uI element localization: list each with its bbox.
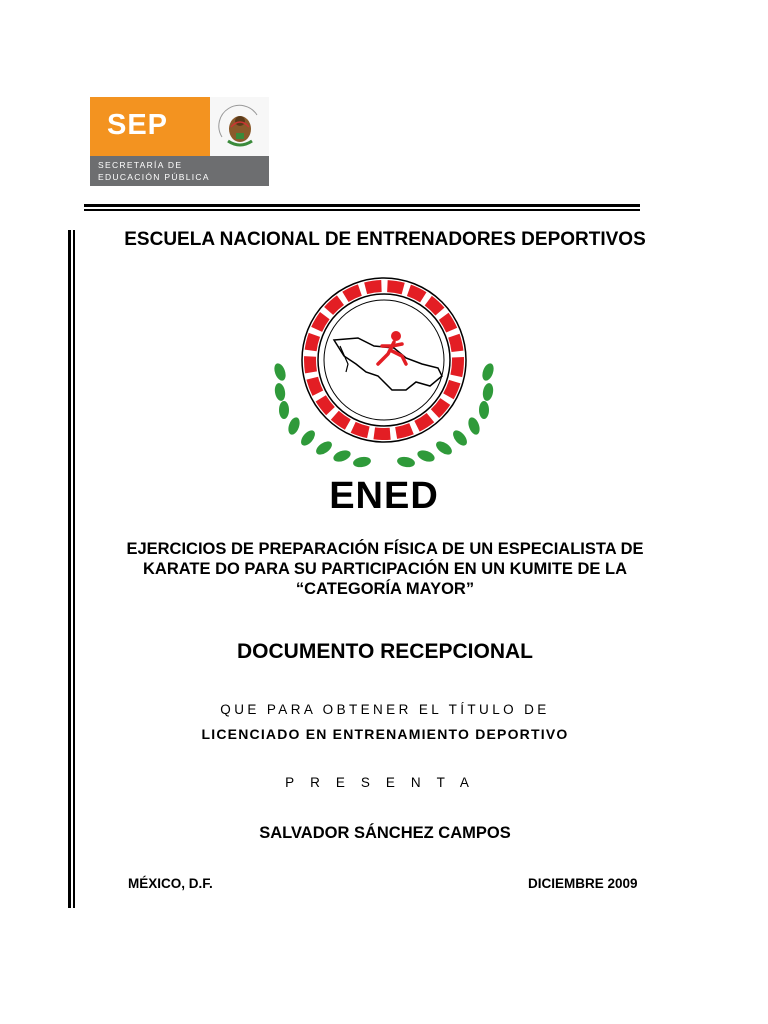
author-name: SALVADOR SÁNCHEZ CAMPOS	[259, 824, 511, 842]
thesis-title-line2: KARATE DO PARA SU PARTICIPACIÓN EN UN KUMITE DE LA	[142, 560, 627, 578]
left-margin-rule-thin	[73, 230, 75, 908]
degree-intro: QUE PARA OBTENER EL TÍTULO DE	[220, 702, 550, 717]
sep-logo-orange-panel	[90, 97, 210, 156]
sep-logo-subtitle-line2: EDUCACIÓN PÚBLICA	[98, 172, 210, 182]
header-rule-thin	[84, 209, 640, 211]
degree-name: LICENCIADO EN ENTRENAMIENTO DEPORTIVO	[201, 726, 569, 742]
sep-logo-grey-panel	[90, 156, 269, 186]
sep-logo-subtitle-line1: SECRETARÍA DE	[98, 160, 183, 170]
ened-logo-text: ENED	[329, 475, 439, 516]
sep-logo	[90, 97, 269, 186]
presenta-label: PRESENTA	[285, 775, 485, 790]
thesis-title-line1: EJERCICIOS DE PREPARACIÓN FÍSICA DE UN ESPECIALISTA DE	[126, 540, 644, 558]
left-margin-rule-thick	[68, 230, 71, 908]
ened-emblem-icon	[266, 272, 502, 516]
thesis-title-line3: “CATEGORÍA MAYOR”	[295, 580, 475, 598]
thesis-title	[90, 539, 680, 599]
mexico-coat-of-arms-icon	[210, 97, 269, 156]
place-label: MÉXICO, D.F.	[128, 876, 213, 891]
document-type: DOCUMENTO RECEPCIONAL	[237, 640, 533, 663]
school-name: ESCUELA NACIONAL DE ENTRENADORES DEPORTIVOS	[124, 229, 646, 250]
header-rule-thick	[84, 204, 640, 207]
sep-logo-acronym: SEP	[107, 109, 169, 141]
date-label: DICIEMBRE 2009	[528, 876, 638, 891]
